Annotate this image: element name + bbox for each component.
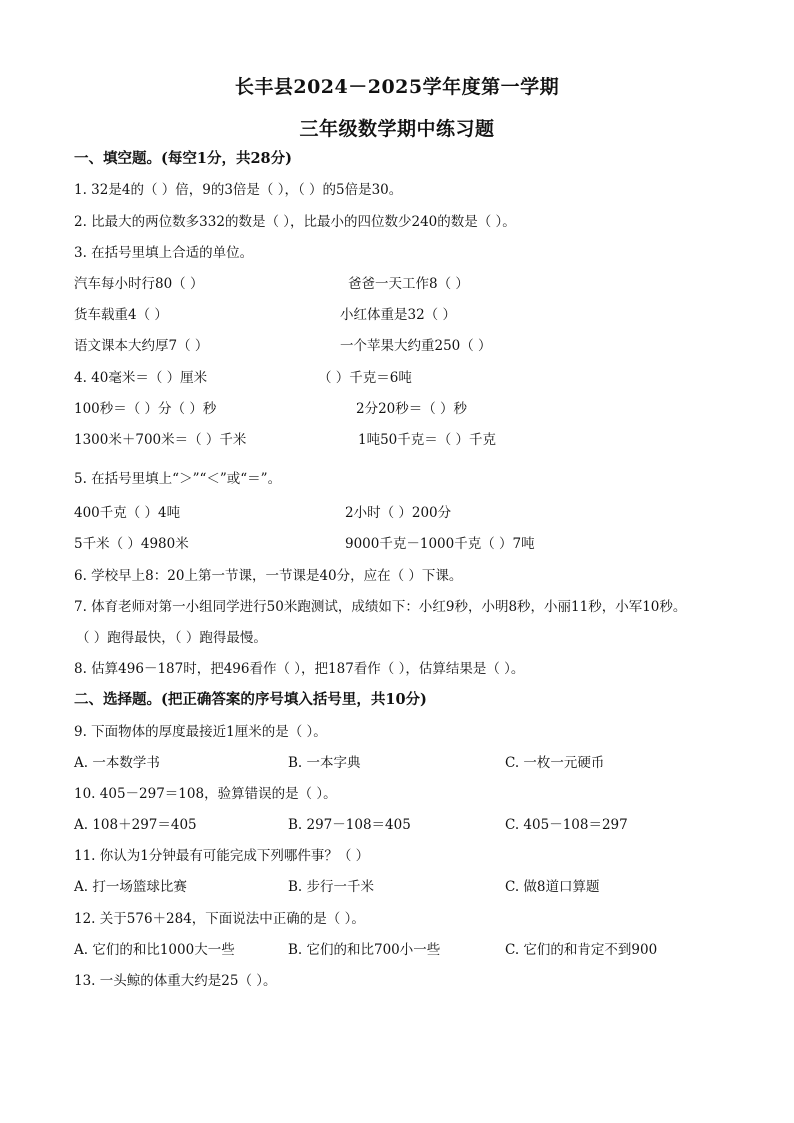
question-3-item: 语文课本大约厚7（ ） [74, 338, 209, 354]
question-4-item: 100秒＝（ ）分（ ）秒 [74, 401, 217, 417]
question-11: 11. 你认为1分钟最有可能完成下列哪件事？（ ） [74, 848, 370, 864]
question-3-item: 汽车每小时行80（ ） [74, 276, 204, 292]
question-9: 9. 下面物体的厚度最接近1厘米的是（ ）。 [74, 724, 327, 740]
choice-b: B. 它们的和比700小一些 [288, 942, 441, 958]
choice-c: C. 405－108＝297 [505, 817, 628, 833]
choice-c: C. 做8道口算题 [505, 879, 600, 895]
question-2: 2. 比最大的两位数多332的数是（ ），比最小的四位数少240的数是（ ）。 [74, 214, 516, 230]
question-5-item: 9000千克－1000千克（ ）7吨 [345, 536, 535, 552]
choice-b: B. 步行一千米 [288, 879, 375, 895]
question-3-item: 货车载重4（ ） [74, 307, 168, 323]
question-3-item: 爸爸一天工作8（ ） [348, 276, 469, 292]
exam-title-line2: 三年级数学期中练习题 [299, 118, 495, 140]
question-5-item: 5千米（ ）4980米 [74, 536, 189, 552]
question-4-item: （ ）千克＝6吨 [318, 370, 412, 386]
question-5-item: 2小时（ ）200分 [345, 505, 452, 521]
question-5: 5. 在括号里填上“＞”“＜”或“＝”。 [74, 471, 282, 487]
choice-a: A. 打一场篮球比赛 [74, 879, 187, 895]
choice-c: C. 一枚一元硬币 [505, 755, 605, 771]
question-6: 6. 学校早上8：20上第一节课，一节课是40分，应在（ ）下课。 [74, 568, 463, 584]
choice-a: A. 一本数学书 [74, 755, 160, 771]
choice-a: A. 它们的和比1000大一些 [74, 942, 235, 958]
question-4-item: 4. 40毫米＝（ ）厘米 [74, 370, 208, 386]
exam-title-line1: 长丰县2024－2025学年度第一学期 [234, 76, 560, 98]
question-7-continued: （ ）跑得最快，（ ）跑得最慢。 [76, 630, 267, 646]
question-3-item: 小红体重是32（ ） [340, 307, 456, 323]
question-4-item: 1吨50千克＝（ ）千克 [358, 432, 497, 448]
question-10: 10. 405－297＝108，验算错误的是（ ）。 [74, 786, 337, 802]
choice-b: B. 一本字典 [288, 755, 361, 771]
question-3: 3. 在括号里填上合适的单位。 [74, 245, 254, 261]
question-12: 12. 关于576＋284，下面说法中正确的是（ ）。 [74, 911, 365, 927]
question-5-item: 400千克（ ）4吨 [74, 505, 181, 521]
question-4-item: 2分20秒＝（ ）秒 [356, 401, 468, 417]
question-8: 8. 估算496－187时，把496看作（ ），把187看作（ ），估算结果是（ ）。 [74, 661, 525, 677]
section-fill-in: 一、填空题。(每空1分，共28分) [74, 150, 292, 167]
section-multiple-choice: 二、选择题。(把正确答案的序号填入括号里，共10分) [74, 691, 427, 708]
choice-c: C. 它们的和肯定不到900 [505, 942, 658, 958]
question-7: 7. 体育老师对第一小组同学进行50米跑测试，成绩如下：小红9秒，小明8秒，小丽11秒，小军10秒。 [74, 599, 687, 615]
choice-b: B. 297－108＝405 [288, 817, 411, 833]
choice-a: A. 108＋297＝405 [74, 817, 197, 833]
question-1: 1. 32是4的（ ）倍，9的3倍是（ ），（ ）的5倍是30。 [74, 182, 403, 198]
question-13: 13. 一头鲸的体重大约是25（ ）。 [74, 973, 277, 989]
question-3-item: 一个苹果大约重250（ ） [340, 338, 492, 354]
question-4-item: 1300米＋700米＝（ ）千米 [74, 432, 247, 448]
